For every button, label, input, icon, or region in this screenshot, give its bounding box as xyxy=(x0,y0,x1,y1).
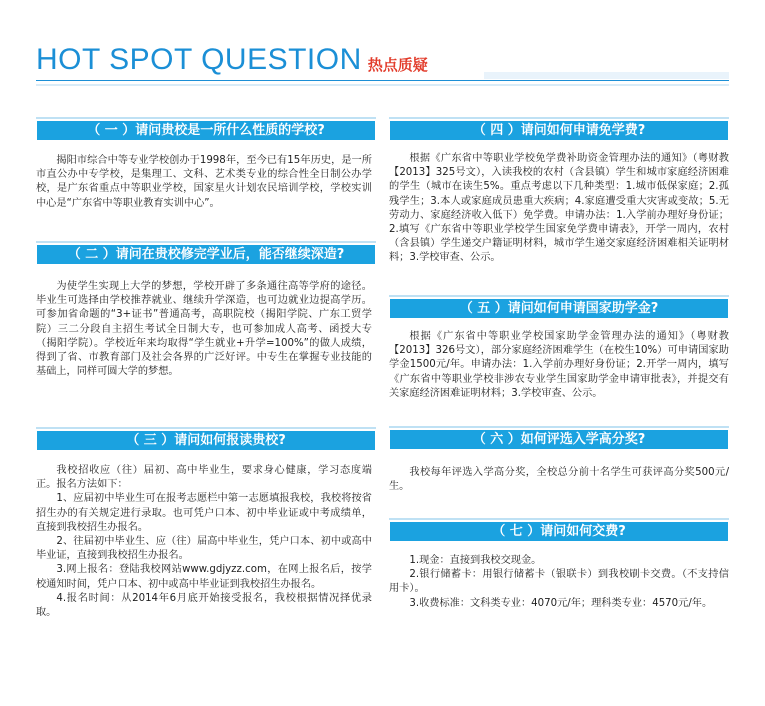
section-7-title-bar: （ 七 ）请问如何交费? xyxy=(389,521,729,542)
section-6-paragraph: 我校每年评选入学高分奖，全校总分前十名学生可获评高分奖500元/生。 xyxy=(389,467,729,493)
section-3-paragraph-3: 2、往届初中毕业生、应（往）届高中毕业生，凭户口本、初中或高中毕业证，直接到我校招生办报名。 xyxy=(36,536,372,562)
section-6-body xyxy=(389,466,729,494)
section-3-body xyxy=(36,464,372,620)
header-rule-shadow xyxy=(36,84,729,86)
header-band xyxy=(484,72,729,79)
section-4-body xyxy=(389,152,729,266)
section-3-paragraph-5: 4.报名时间：从2014年6月底开始接受报名，我校根据情况择优录取。 xyxy=(36,592,372,619)
section-5-body xyxy=(389,330,729,401)
section-3-paragraph-1: 我校招收应（往）届初、高中毕业生，要求身心健康，学习态度端正。报名方法如下： xyxy=(36,465,372,491)
header-title-cn: 热点质疑 xyxy=(367,56,428,74)
section-7-paragraph-2: 2.银行储蓄卡：用银行储蓄卡（银联卡）到我校刷卡交费。（不支持信用卡）。 xyxy=(389,569,729,595)
section-7-paragraph-3: 3.收费标准：文科类专业：4070元/年；理科类专业：4570元/年。 xyxy=(409,597,713,609)
section-2-paragraph: 为使学生实现上大学的梦想，学校开辟了多条通往高等学府的途径。毕业生可选择由学校推荐就业、继续升学深造，也可边就业边提高学历。可参加省命题的“3+证书”普通高考，高职院校（揭阳学院、广东工贸学院）三二分段自主招生考试全日制大专，也可参加成人高考、函授大专（揭阳学院）。学校近年来均取得“学生就业+升学=100%”的做人成绩，得到了省、市教育部门及社会各界的广泛好评。中专生在掌握专业技能的基础上，同样可圆大学的梦想。 xyxy=(36,281,372,378)
section-1-paragraph: 揭阳市综合中等专业学校创办于1998年，至今已有15年历史，是一所市直公办中专学校，是集理工、文科、艺术类专业的综合性全日制公办学校，是广东省重点中等职业学校，国家星火计划农民培训学校，学校实训中心是“广东省中等职业教育实训中心”。 xyxy=(36,155,372,209)
section-4-title-bar: （ 四 ）请问如何申请免学费? xyxy=(389,120,729,141)
section-7-paragraph-1: 1.现金：直接到我校交现金。 xyxy=(409,555,542,566)
section-3-title-bar: （ 三 ）请问如何报读贵校? xyxy=(36,430,376,451)
section-5-title-bar: （ 五 ）请问如何申请国家助学金? xyxy=(389,298,729,319)
section-6-title-bar: （ 六 ）如何评选入学高分奖? xyxy=(389,429,729,450)
section-7-body xyxy=(389,554,729,611)
section-5-paragraph: 根据《广东省中等职业学校国家助学金管理办法的通知》（粤财教【2013】326号文），部分家庭经济困难学生（在校生10%）可申请国家助学金1500元/年。申请办法：1.入学前办理好身份证；2.开学一周内，填写《广东省中等职业学校非涉农专业学生国家助学金申请审批表》，并提交有关家庭经济困难证明材料；3.学校审查、公示。 xyxy=(389,331,729,399)
section-2-body xyxy=(36,280,372,379)
section-1-body xyxy=(36,154,372,211)
header-rule xyxy=(36,80,729,81)
section-1-title-bar: （ 一 ）请问贵校是一所什么性质的学校? xyxy=(36,120,376,141)
section-4-paragraph: 根据《广东省中等职业学校免学费补助资金管理办法的通知》（粤财教【2013】325号文），入读我校的农村（含县镇）学生和城市家庭经济困难的学生（城市在读生5%。重点考虑以下几种类型：1.城市低保家庭；2.孤残学生；3.本人或家庭成员患重大疾病；4.家庭遭受重大灾害或变故；5.无劳动力、家庭经济收入低下）免学费。申请办法：1.入学前办理好身份证；2.填写《广东省中等职业学校学生国家免学费申请表》，开学一周内，农村（含县镇）学生递交户籍证明材料，城市学生递交家庭经济困难相关证明材料；3.学校审查、公示。 xyxy=(389,153,729,264)
section-2-title-bar: （ 二 ）请问在贵校修完学业后，能否继续深造? xyxy=(36,244,376,265)
header-title-en: HOT SPOT QUESTION xyxy=(36,43,362,76)
section-3-paragraph-4: 3.网上报名：登陆我校网站www.gdjyzz.com，在网上报名后，按学校通知时间，凭户口本、初中或高中毕业证到我校招生办报名。 xyxy=(36,564,372,590)
section-3-paragraph-2: 1、应届初中毕业生可在报考志愿栏中第一志愿填报我校，我校将按省招生办的有关规定进行录取。也可凭户口本、初中毕业证或中考成绩单，直接到我校招生办报名。 xyxy=(36,493,372,533)
page-header xyxy=(36,40,428,80)
